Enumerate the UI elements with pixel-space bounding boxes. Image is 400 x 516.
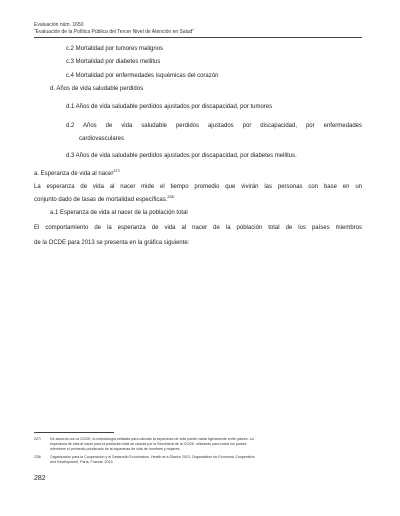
footnote-228-line2: and Development, París, Francia, 2013. <box>50 460 114 464</box>
paragraph-2-line2: de la OCDE para 2013 se presenta en la gráfica siguiente: <box>34 240 190 246</box>
paragraph-1-line2: conjunto dado de tasas de mortalidad específicas.$^{228/}$ <box>34 195 175 203</box>
item-d2-line1: d.2 Años de vida saludable perdidos ajustados por discapacidad, por enfermedades <box>66 123 362 129</box>
item-c3: c.3 Mortalidad por diabetes mellitus <box>66 59 161 65</box>
footnote-228-number: 228/ <box>34 455 41 459</box>
footnote-divider <box>34 432 114 433</box>
footnote-227-number: 227/ <box>34 437 41 441</box>
item-d3: d.3 Años de vida saludable perdidos ajustados por discapacidad, por diabetes mellitus. <box>66 153 297 159</box>
footnote-ref-227: 227/ <box>113 169 121 173</box>
page-number: 282 <box>34 475 46 482</box>
item-c2: c.2 Mortalidad por tumores malignos <box>66 46 164 52</box>
paragraph-2-line1: El comportamiento de la esperanza de vida al nacer de la población total de los países miembros <box>34 225 362 231</box>
subsection-a1: a.1 Esperanza de vida al nacer de la población total <box>50 210 188 216</box>
item-d: d. Años de vida saludable perdidos <box>50 86 144 92</box>
item-d2-line2: cardiovasculares <box>79 136 125 142</box>
footnote-227-line1: De acuerdo con la OCDE, la metodología utilizada para calcular la esperanza de vida puede variar ligeramente entre países. La <box>50 437 254 441</box>
footnote-227-line3: miembros el promedio ponderado de la esperanza de vida de hombres y mujeres. <box>50 447 181 451</box>
item-c4: c.4 Mortalidad por enfermedades isquémicas del corazón <box>66 73 219 79</box>
header-evaluation-title: “Evaluación de la Política Pública del Tercer Nivel de Atención en Salud” <box>34 28 194 35</box>
footnote-228-line1: Organización para la Cooperación y el Desarrollo Económicos. Health at a Glance 2013, Organization for Economic Cooperation <box>50 455 255 459</box>
page-header <box>34 22 362 35</box>
header-evaluation-number: Evaluación núm. 1650 <box>34 22 84 28</box>
footnote-227-line2: esperanza de vida al nacer para la población total se calcula por la Secretaría de la OCDE, utilizando para todos los países <box>50 442 247 446</box>
item-d1: d.1 Años de vida saludable perdidos ajustados por discapacidad, por tumores <box>66 104 273 110</box>
footnote-ref-228: 228/ <box>167 195 175 199</box>
header-divider <box>34 37 362 38</box>
section-a-heading: a. Esperanza de vida al nacer$^{227/}$ <box>34 169 121 177</box>
paragraph-1-line1: La esperanza de vida al nacer mide el tiempo promedio que vivirán las personas con base en un <box>34 184 362 190</box>
